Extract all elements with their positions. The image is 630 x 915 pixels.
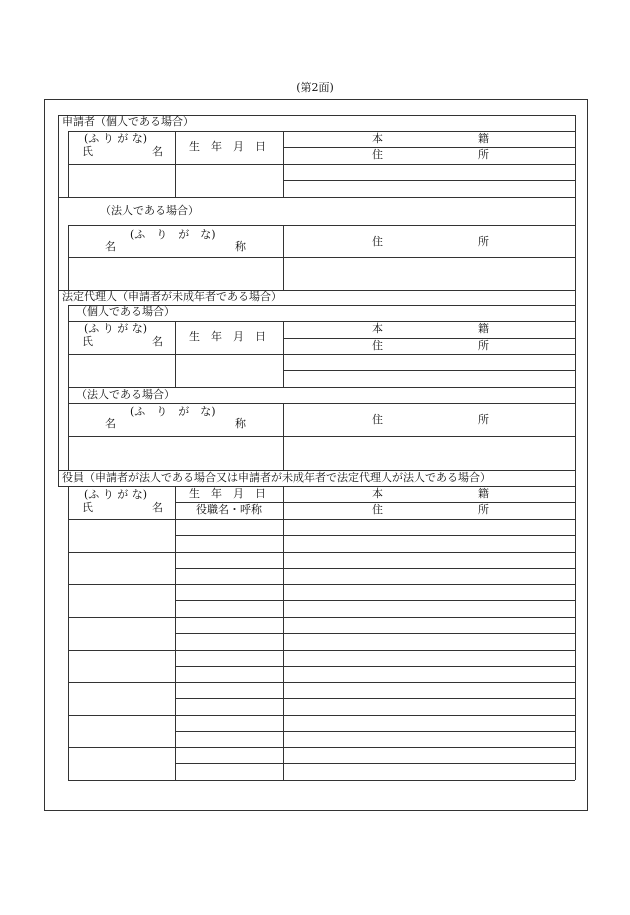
legal-rep-corp-address-left: 住: [372, 413, 383, 426]
applicant-name-label-left: 氏: [82, 145, 93, 158]
applicant-honseki-left: 本: [372, 132, 383, 145]
officers-section-title: 役員（申請者が法人である場合又は申請者が未成年者で法定代理人が法人である場合）: [62, 471, 491, 484]
applicant-address-left: 住: [372, 148, 383, 161]
legal-rep-name-label-right: 名: [152, 335, 163, 348]
applicant-address-right: 所: [478, 148, 489, 161]
applicant-birthdate-label: 生 年 月 日: [189, 140, 266, 153]
legal-rep-individual-title: （個人である場合）: [76, 305, 175, 318]
officers-name-label-right: 名: [152, 501, 163, 514]
legal-rep-address-right: 所: [478, 339, 489, 352]
applicant-section-title: 申請者（個人である場合）: [62, 115, 194, 128]
officers-position-label: 役職名・呼称: [196, 503, 262, 516]
legal-rep-section-title: 法定代理人（申請者が未成年者である場合）: [62, 290, 282, 303]
legal-rep-corp-address-right: 所: [478, 413, 489, 426]
officers-address-left: 住: [372, 503, 383, 516]
legal-rep-corp-name-right: 称: [235, 417, 246, 430]
officers-address-right: 所: [478, 503, 489, 516]
legal-rep-name-label-left: 氏: [82, 335, 93, 348]
applicant-furigana-label: (ふ り が な): [84, 132, 148, 145]
applicant-corp-address-right: 所: [478, 235, 489, 248]
officers-honseki-left: 本: [372, 487, 383, 500]
applicant-corp-name-right: 称: [235, 240, 246, 253]
officers-name-label-left: 氏: [82, 501, 93, 514]
legal-rep-corp-title: （法人である場合）: [76, 388, 175, 401]
legal-rep-address-left: 住: [372, 339, 383, 352]
legal-rep-corp-name-left: 名: [105, 417, 116, 430]
legal-rep-corp-furigana: (ふ り が な): [130, 405, 216, 418]
applicant-corp-title: （法人である場合）: [100, 204, 199, 217]
applicant-corp-furigana: (ふ り が な): [130, 228, 216, 241]
legal-rep-furigana-label: (ふ り が な): [84, 322, 148, 335]
legal-rep-honseki-right: 籍: [478, 322, 489, 335]
legal-rep-honseki-left: 本: [372, 322, 383, 335]
legal-rep-birthdate-label: 生 年 月 日: [189, 330, 266, 343]
page-label: (第2面): [296, 81, 334, 94]
officers-furigana-label: (ふ り が な): [84, 488, 148, 501]
applicant-honseki-right: 籍: [478, 132, 489, 145]
applicant-name-label-right: 名: [152, 145, 163, 158]
applicant-corp-name-left: 名: [105, 240, 116, 253]
officers-birthdate-label: 生 年 月 日: [189, 487, 266, 500]
officers-honseki-right: 籍: [478, 487, 489, 500]
applicant-corp-address-left: 住: [372, 235, 383, 248]
